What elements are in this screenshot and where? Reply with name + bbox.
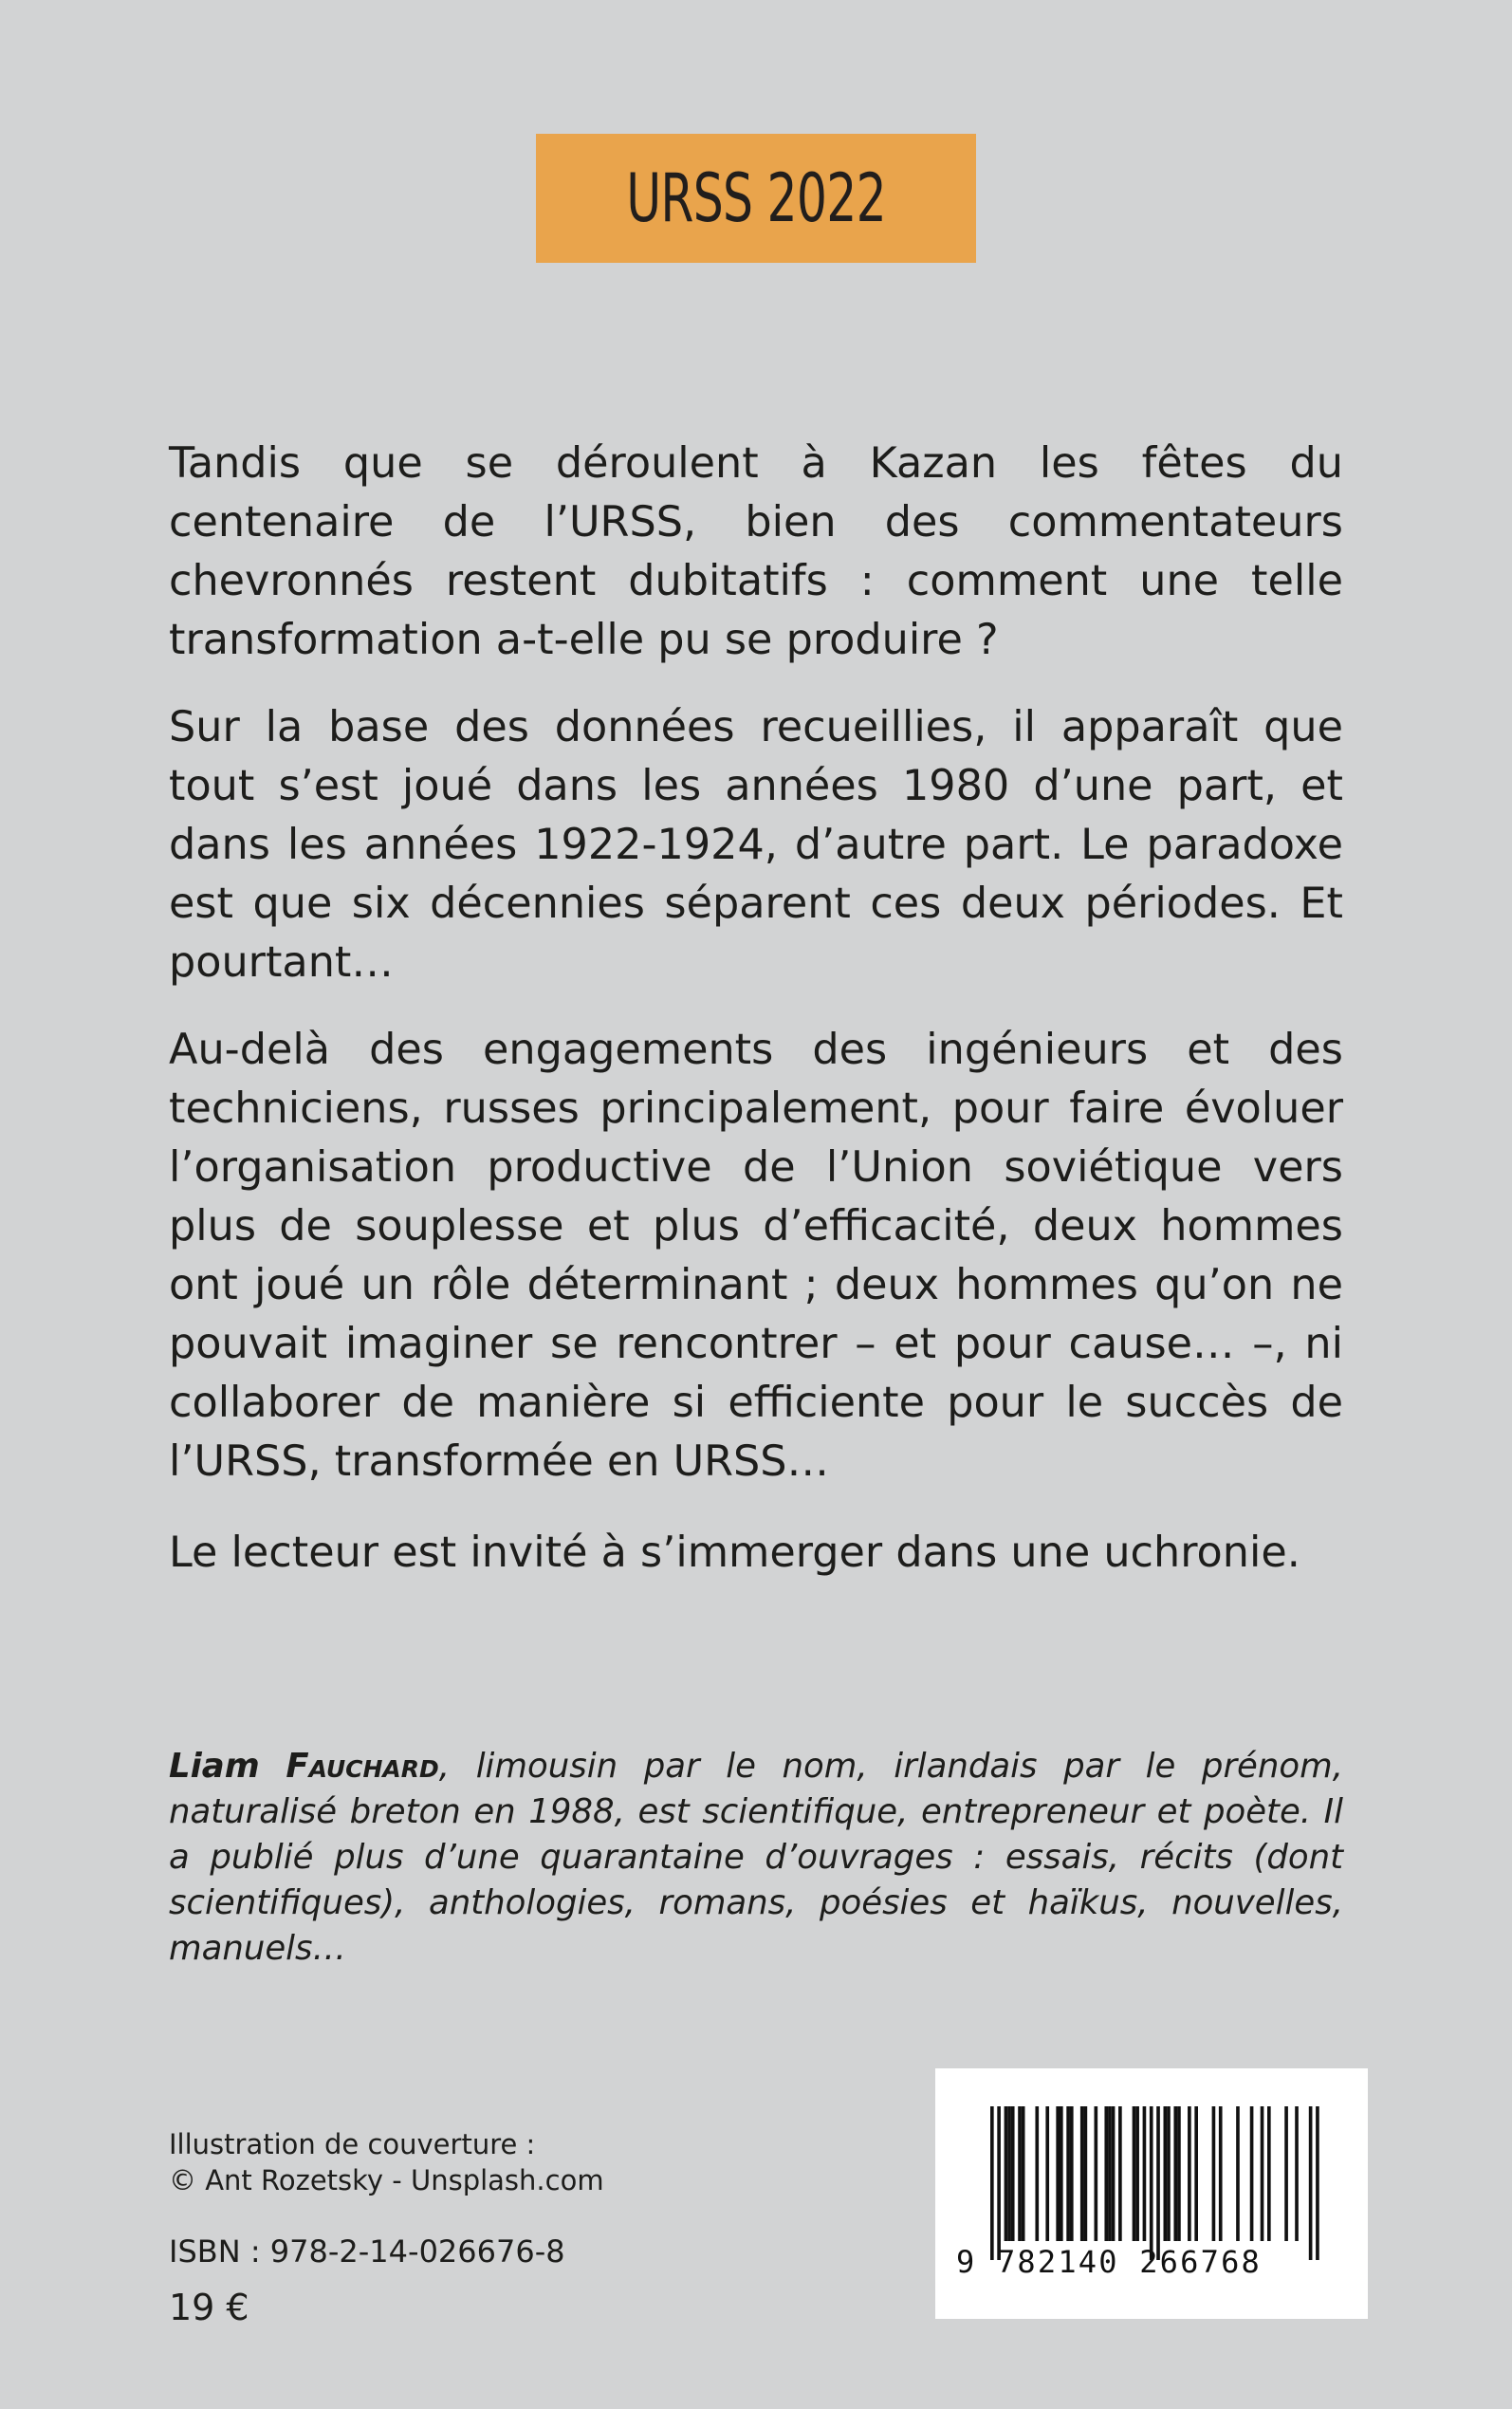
barcode-bar	[1295, 2106, 1299, 2241]
barcode-bar	[1104, 2106, 1108, 2241]
barcode-bar	[1070, 2106, 1074, 2241]
back-cover-blurb	[169, 435, 1343, 1611]
barcode-first-digit: 9	[956, 2244, 977, 2280]
blurb-paragraph-3: Au-delà des engagements des ingénieurs et des techniciens, russes principalement, pour faire évoluer l’organisation productive de l’Union soviétique vers plus de souplesse et plus d’efficacité, deux hommes ont joué un rôle déterminant ; deux hommes qu’on ne pouvait imaginer se rencontrer – et pour cause… –, ni collaborer de manière si efficiente pour le succès de l’URSS, transformée en URSS…	[169, 1026, 1343, 1486]
book-title: URSS 2022	[626, 159, 886, 237]
barcode-bar	[1167, 2106, 1171, 2241]
barcode-guard-bar	[990, 2106, 994, 2260]
barcode-bar	[1133, 2106, 1136, 2241]
barcode-bar	[1212, 2106, 1216, 2241]
author-bio	[169, 1744, 1343, 1972]
blurb-paragraph-4: Le lecteur est invité à s’immerger dans une uchronie.	[169, 1529, 1300, 1577]
barcode-bar	[1080, 2106, 1084, 2241]
barcode-guard-bar	[1156, 2106, 1160, 2260]
barcode-guard-bar	[1150, 2106, 1153, 2260]
author-first-name: Liam	[169, 1747, 260, 1786]
barcode-guard-bar	[997, 2106, 1001, 2260]
barcode-bar	[1060, 2106, 1063, 2241]
barcode-guard-bar	[1309, 2106, 1313, 2260]
title-banner	[536, 134, 976, 263]
isbn-number: ISBN : 978-2-14-026676-8	[169, 2233, 565, 2270]
barcode-bar	[1066, 2106, 1070, 2241]
barcode-bar	[1112, 2106, 1116, 2241]
credit-line-1: Illustration de couverture :	[169, 2128, 536, 2160]
barcode-bar	[1022, 2106, 1025, 2241]
barcode-bar	[1173, 2106, 1177, 2241]
price: 19 €	[169, 2287, 249, 2328]
barcode-bar	[1250, 2106, 1254, 2241]
barcode-bar	[1261, 2106, 1264, 2241]
barcode-left-group: 782140	[996, 2244, 1119, 2280]
author-bio-text: , limousin par le nom, irlandais par le prénom, naturalisé breton en 1988, est scientifique, entrepreneur et poète. Il a publié plus d’une quarantaine d’ouvrages : essais, récits (dont scientifiques), anthologies, romans, poésies et haïkus, nouvelles, manuels…	[169, 1747, 1343, 1968]
barcode-bar	[1018, 2106, 1022, 2241]
barcode	[935, 2068, 1368, 2319]
author-last-name: Fauchard	[286, 1747, 439, 1786]
illustration-credit	[169, 2126, 604, 2198]
barcode-bar	[1108, 2106, 1112, 2241]
barcode-bar	[1135, 2106, 1139, 2241]
barcode-bar	[1011, 2106, 1015, 2241]
barcode-bar	[1194, 2106, 1198, 2241]
barcode-bar	[1084, 2106, 1088, 2241]
barcode-bar	[1236, 2106, 1240, 2241]
blurb-paragraph-1: Tandis que se déroulent à Kazan les fêtes du centenaire de l’URSS, bien des commentateurs chevronnés restent dubitatifs : comment une telle transformation a-t-elle pu se produire ?	[169, 439, 1343, 664]
barcode-bar	[1177, 2106, 1181, 2241]
barcode-bar	[1164, 2106, 1168, 2241]
barcode-bar	[1045, 2106, 1049, 2241]
barcode-guard-bar	[1316, 2106, 1319, 2260]
barcode-bar	[1005, 2106, 1008, 2241]
barcode-digits	[956, 2243, 1355, 2281]
credit-line-2: © Ant Rozetsky - Unsplash.com	[169, 2164, 604, 2196]
barcode-bar	[1219, 2106, 1223, 2241]
barcode-bar	[1267, 2106, 1271, 2241]
barcode-bar	[1007, 2106, 1011, 2241]
barcode-bars	[935, 2068, 1368, 2319]
blurb-paragraph-2: Sur la base des données recueillies, il apparaît que tout s’est joué dans les années 1980 d’une part, et dans les années 1922-1924, d’autre part. Le paradoxe est que six décennies séparent ces deux périodes. Et pourtant…	[169, 703, 1343, 987]
barcode-bar	[1188, 2106, 1191, 2241]
barcode-bar	[1056, 2106, 1060, 2241]
barcode-bar	[1284, 2106, 1288, 2241]
barcode-bar	[1095, 2106, 1098, 2241]
barcode-right-group: 266768	[1139, 2244, 1262, 2280]
barcode-bar	[1118, 2106, 1122, 2241]
barcode-bar	[1035, 2106, 1039, 2241]
barcode-bar	[1143, 2106, 1147, 2241]
